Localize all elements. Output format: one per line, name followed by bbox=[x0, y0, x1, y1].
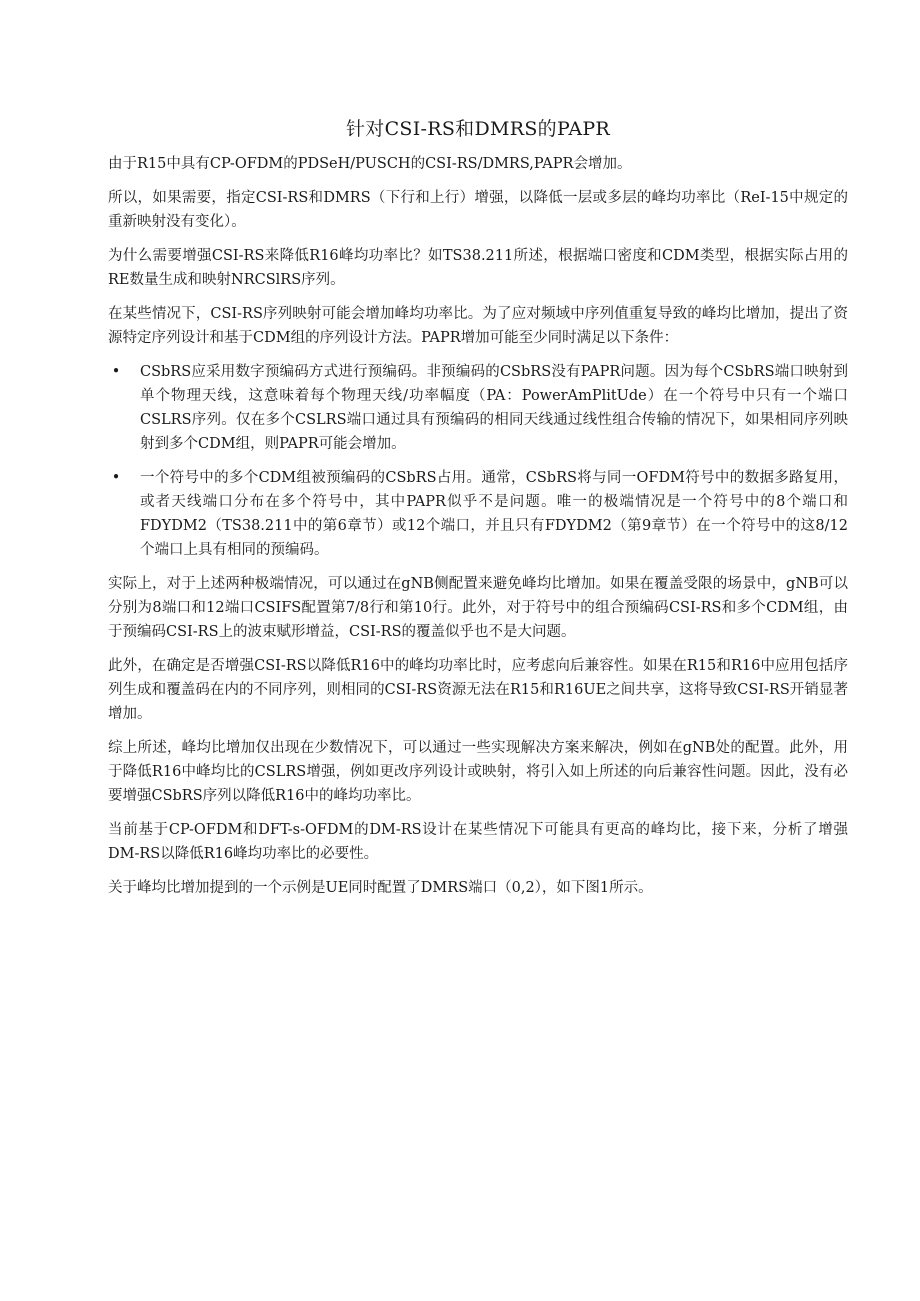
bullet-icon: • bbox=[111, 470, 121, 486]
paragraph-papr-increase: 由于R15中具有CP-OFDM的PDSeH/PUSCH的CSI-RS/DMRS,PAPR会增加。 bbox=[108, 156, 632, 172]
paragraph-why-enhance: 为什么需要增强CSI-RS来降低R16峰均功率比？如TS38.211所述，根据端口密度和CDM类型，根据实际占用的RE数量生成和映射NRCSlRS序列。 bbox=[108, 248, 848, 288]
conditions-list bbox=[108, 360, 848, 562]
paragraph-summary: 综上所述，峰均比增加仅出现在少数情况下，可以通过一些实现解决方案来解决，例如在gNB处的配置。此外，用于降低R16中峰均比的CSLRS增强，例如更改序列设计或映射，将引入如上所述的向后兼容性问题。因此，没有必要增强CSbRS序列以降低R16中的峰均功率比。 bbox=[108, 740, 848, 804]
list-item bbox=[108, 466, 848, 562]
list-item bbox=[108, 360, 848, 456]
paragraph-enhancement-spec: 所以，如果需要，指定CSI-RS和DMRS（下行和上行）增强，以降低一层或多层的峰均功率比（ReI-15中规定的重新映射没有变化）。 bbox=[108, 190, 848, 230]
list-item-text: CSbRS应采用数字预编码方式进行预编码。非预编码的CSbRS没有PAPR问题。因为每个CSbRS端口映射到单个物理天线，这意味着每个物理天线/功率幅度（PA：PowerAmPlitUde）在一个符号中只有一个端口CSLRS序列。仅在多个CSLRS端口通过具有预编码的相同天线通过线性组合传输的情况下，如果相同序列映射到多个CDM组，则PAPR可能会增加。 bbox=[140, 364, 848, 452]
paragraph-backward-compat: 此外，在确定是否增强CSI-RS以降低R16中的峰均功率比时，应考虑向后兼容性。如果在R15和R16中应用包括序列生成和覆盖码在内的不同序列，则相同的CSI-RS资源无法在R15和R16UE之间共享，这将导致CSI-RS开销显著增加。 bbox=[108, 658, 848, 722]
paragraph-conditions-intro: 在某些情况下，CSI-RS序列映射可能会增加峰均功率比。为了应对频域中序列值重复导致的峰均比增加，提出了资源特定序列设计和基于CDM组的序列设计方法。PAPR增加可能至少同时满足以下条件： bbox=[108, 306, 848, 346]
paragraph-example: 关于峰均比增加提到的一个示例是UE同时配置了DMRS端口（0,2），如下图1所示。 bbox=[108, 880, 653, 896]
list-item-text: 一个符号中的多个CDM组被预编码的CSbRS占用。通常，CSbRS将与同一OFDM符号中的数据多路复用，或者天线端口分布在多个符号中，其中PAPR似乎不是问题。唯一的极端情况是一个符号中的8个端口和FDYDM2（TS38.211中的第6章节）或12个端口，并且只有FDYDM2（第9章节）在一个符号中的这8/12个端口上具有相同的预编码。 bbox=[140, 470, 848, 558]
paragraph-dmrs-analysis: 当前基于CP-OFDM和DFT-s-OFDM的DM-RS设计在某些情况下可能具有更高的峰均比，接下来，分析了增强DM-RS以降低R16峰均功率比的必要性。 bbox=[108, 822, 848, 862]
bullet-icon: • bbox=[111, 364, 121, 380]
document-body bbox=[108, 114, 848, 910]
document-title: 针对CSI-RS和DMRS的PAPR bbox=[345, 118, 611, 140]
paragraph-avoid-increase: 实际上，对于上述两种极端情况，可以通过在gNB侧配置来避免峰均比增加。如果在覆盖受限的场景中，gNB可以分别为8端口和12端口CSIFS配置第7/8行和第10行。此外，对于符号中的组合预编码CSI-RS和多个CDM组，由于预编码CSI-RS上的波束赋形增益，CSI-RS的覆盖似乎也不是大问题。 bbox=[108, 576, 848, 640]
